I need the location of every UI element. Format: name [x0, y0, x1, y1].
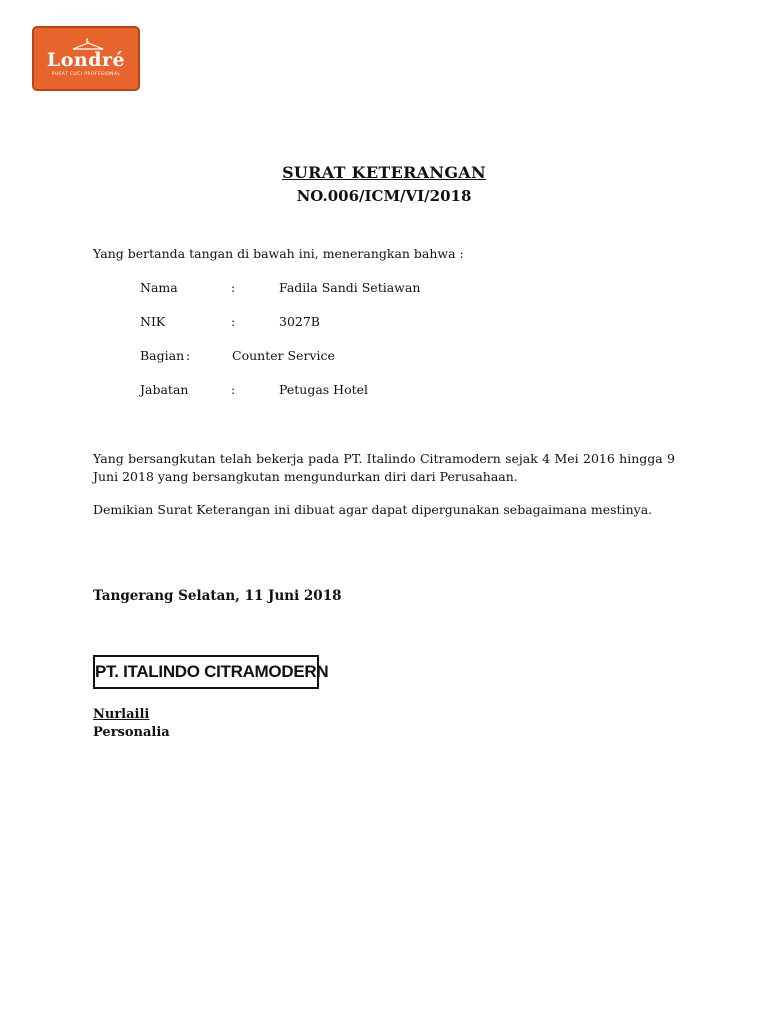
company-logo	[32, 26, 140, 91]
field-sep-bagian: :	[186, 348, 191, 363]
field-value-bagian: Counter Service	[232, 348, 335, 363]
field-sep-nama: :	[231, 280, 236, 295]
signer-position: Personalia	[93, 725, 170, 740]
field-value-nama: Fadila Sandi Setiawan	[279, 280, 421, 295]
field-sep-jabatan: :	[231, 382, 236, 397]
field-value-jabatan: Petugas Hotel	[279, 382, 369, 397]
field-sep-nik: :	[231, 314, 236, 329]
field-value-nik: 3027B	[279, 314, 320, 329]
closing-paragraph: Demikian Surat Keterangan ini dibuat agar dapat dipergunakan sebagaimana mestinya.	[93, 502, 653, 517]
field-label-nama: Nama	[140, 280, 178, 295]
logo-brand: Londré	[46, 49, 126, 71]
document-number: NO.006/ICM/VI/2018	[296, 187, 472, 205]
intro-text: Yang bertanda tangan di bawah ini, menerangkan bahwa :	[93, 246, 464, 261]
field-label-jabatan: Jabatan	[140, 382, 189, 397]
signer-name: Nurlaili	[93, 707, 150, 722]
field-label-nik: NIK	[140, 314, 166, 329]
company-stamp: PT. ITALINDO CITRAMODERN	[93, 655, 319, 689]
document-title: SURAT KETERANGAN	[282, 163, 486, 182]
body-paragraph: Yang bersangkutan telah bekerja pada PT. Italindo Citramodern sejak 4 Mei 2016 hingga 9 Juni 2018 yang bersangkutan mengundurkan diri dari Perusahaan.	[93, 451, 675, 484]
field-label-bagian: Bagian	[140, 348, 185, 363]
place-date: Tangerang Selatan, 11 Juni 2018	[93, 588, 342, 604]
logo-tagline: PUSAT CUCI PROFESIONAL	[51, 72, 121, 77]
